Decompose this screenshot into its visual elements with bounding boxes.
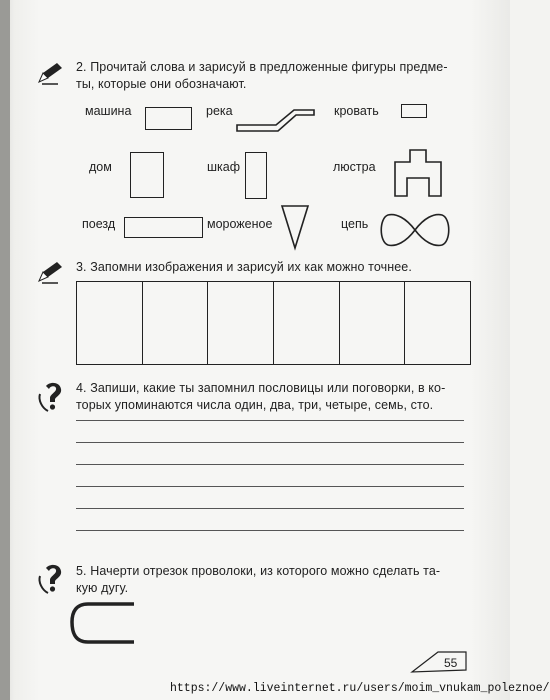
- task3-instruction: 3. Запомни изображения и зарисуй их как можно точнее.: [76, 260, 412, 274]
- book-spine: [0, 0, 10, 700]
- memory-drawing-grid[interactable]: [76, 281, 471, 365]
- word-river: река: [206, 104, 233, 118]
- task4-line1: 4. Запиши, какие ты запомнил пословицы или поговорки, в ко-: [76, 381, 446, 395]
- word-wardrobe: шкаф: [207, 160, 241, 174]
- wire-arc-drawing: [68, 600, 138, 646]
- task4-line2: торых упоминаются числа один, два, три, четыре, семь, сто.: [76, 398, 434, 412]
- thinking-head-icon: [36, 562, 68, 596]
- grid-cell[interactable]: [77, 282, 143, 364]
- drawing-box-house[interactable]: [130, 152, 164, 198]
- word-chandelier: люстра: [333, 160, 376, 174]
- grid-cell[interactable]: [340, 282, 406, 364]
- word-car: машина: [85, 104, 132, 118]
- word-ice-cream: мороженое: [207, 217, 273, 231]
- drawing-box-bed[interactable]: [401, 104, 427, 118]
- task2-line2: ты, которые они обозначают.: [76, 77, 247, 91]
- drawing-box-wardrobe[interactable]: [245, 152, 267, 199]
- drawing-shape-river[interactable]: [236, 104, 316, 134]
- grid-cell[interactable]: [208, 282, 274, 364]
- pencil-icon: [36, 60, 64, 86]
- word-bed: кровать: [334, 104, 379, 118]
- pencil-icon: [36, 259, 64, 285]
- drawing-shape-chain[interactable]: [376, 210, 454, 250]
- task5-instruction: [76, 563, 476, 597]
- drawing-shape-chandelier[interactable]: [393, 148, 445, 200]
- thinking-head-icon: [36, 380, 68, 414]
- word-house: дом: [89, 160, 112, 174]
- footer-url[interactable]: https://www.liveinternet.ru/users/moim_vnukam_poleznoe/: [170, 682, 550, 695]
- word-chain: цепь: [341, 217, 369, 231]
- task4-instruction: [76, 380, 476, 414]
- task5-line1: 5. Начерти отрезок проволоки, из которого можно сделать та-: [76, 564, 441, 578]
- drawing-shape-ice-cream[interactable]: [280, 204, 310, 250]
- word-train: поезд: [82, 217, 116, 231]
- grid-cell[interactable]: [405, 282, 470, 364]
- answer-line[interactable]: [76, 442, 464, 443]
- answer-line[interactable]: [76, 486, 464, 487]
- task2-line1: 2. Прочитай слова и зарисуй в предложенные фигуры предме-: [76, 60, 448, 74]
- task5-line2: кую дугу.: [76, 581, 129, 595]
- answer-line[interactable]: [76, 508, 464, 509]
- page-number-swoosh: [410, 648, 468, 676]
- task2-instruction: [76, 59, 476, 93]
- page-number: 55: [444, 656, 458, 670]
- drawing-box-car[interactable]: [145, 107, 192, 130]
- drawing-box-train[interactable]: [124, 217, 203, 238]
- answer-line[interactable]: [76, 420, 464, 421]
- answer-line[interactable]: [76, 464, 464, 465]
- grid-cell[interactable]: [274, 282, 340, 364]
- grid-cell[interactable]: [143, 282, 209, 364]
- answer-line[interactable]: [76, 530, 464, 531]
